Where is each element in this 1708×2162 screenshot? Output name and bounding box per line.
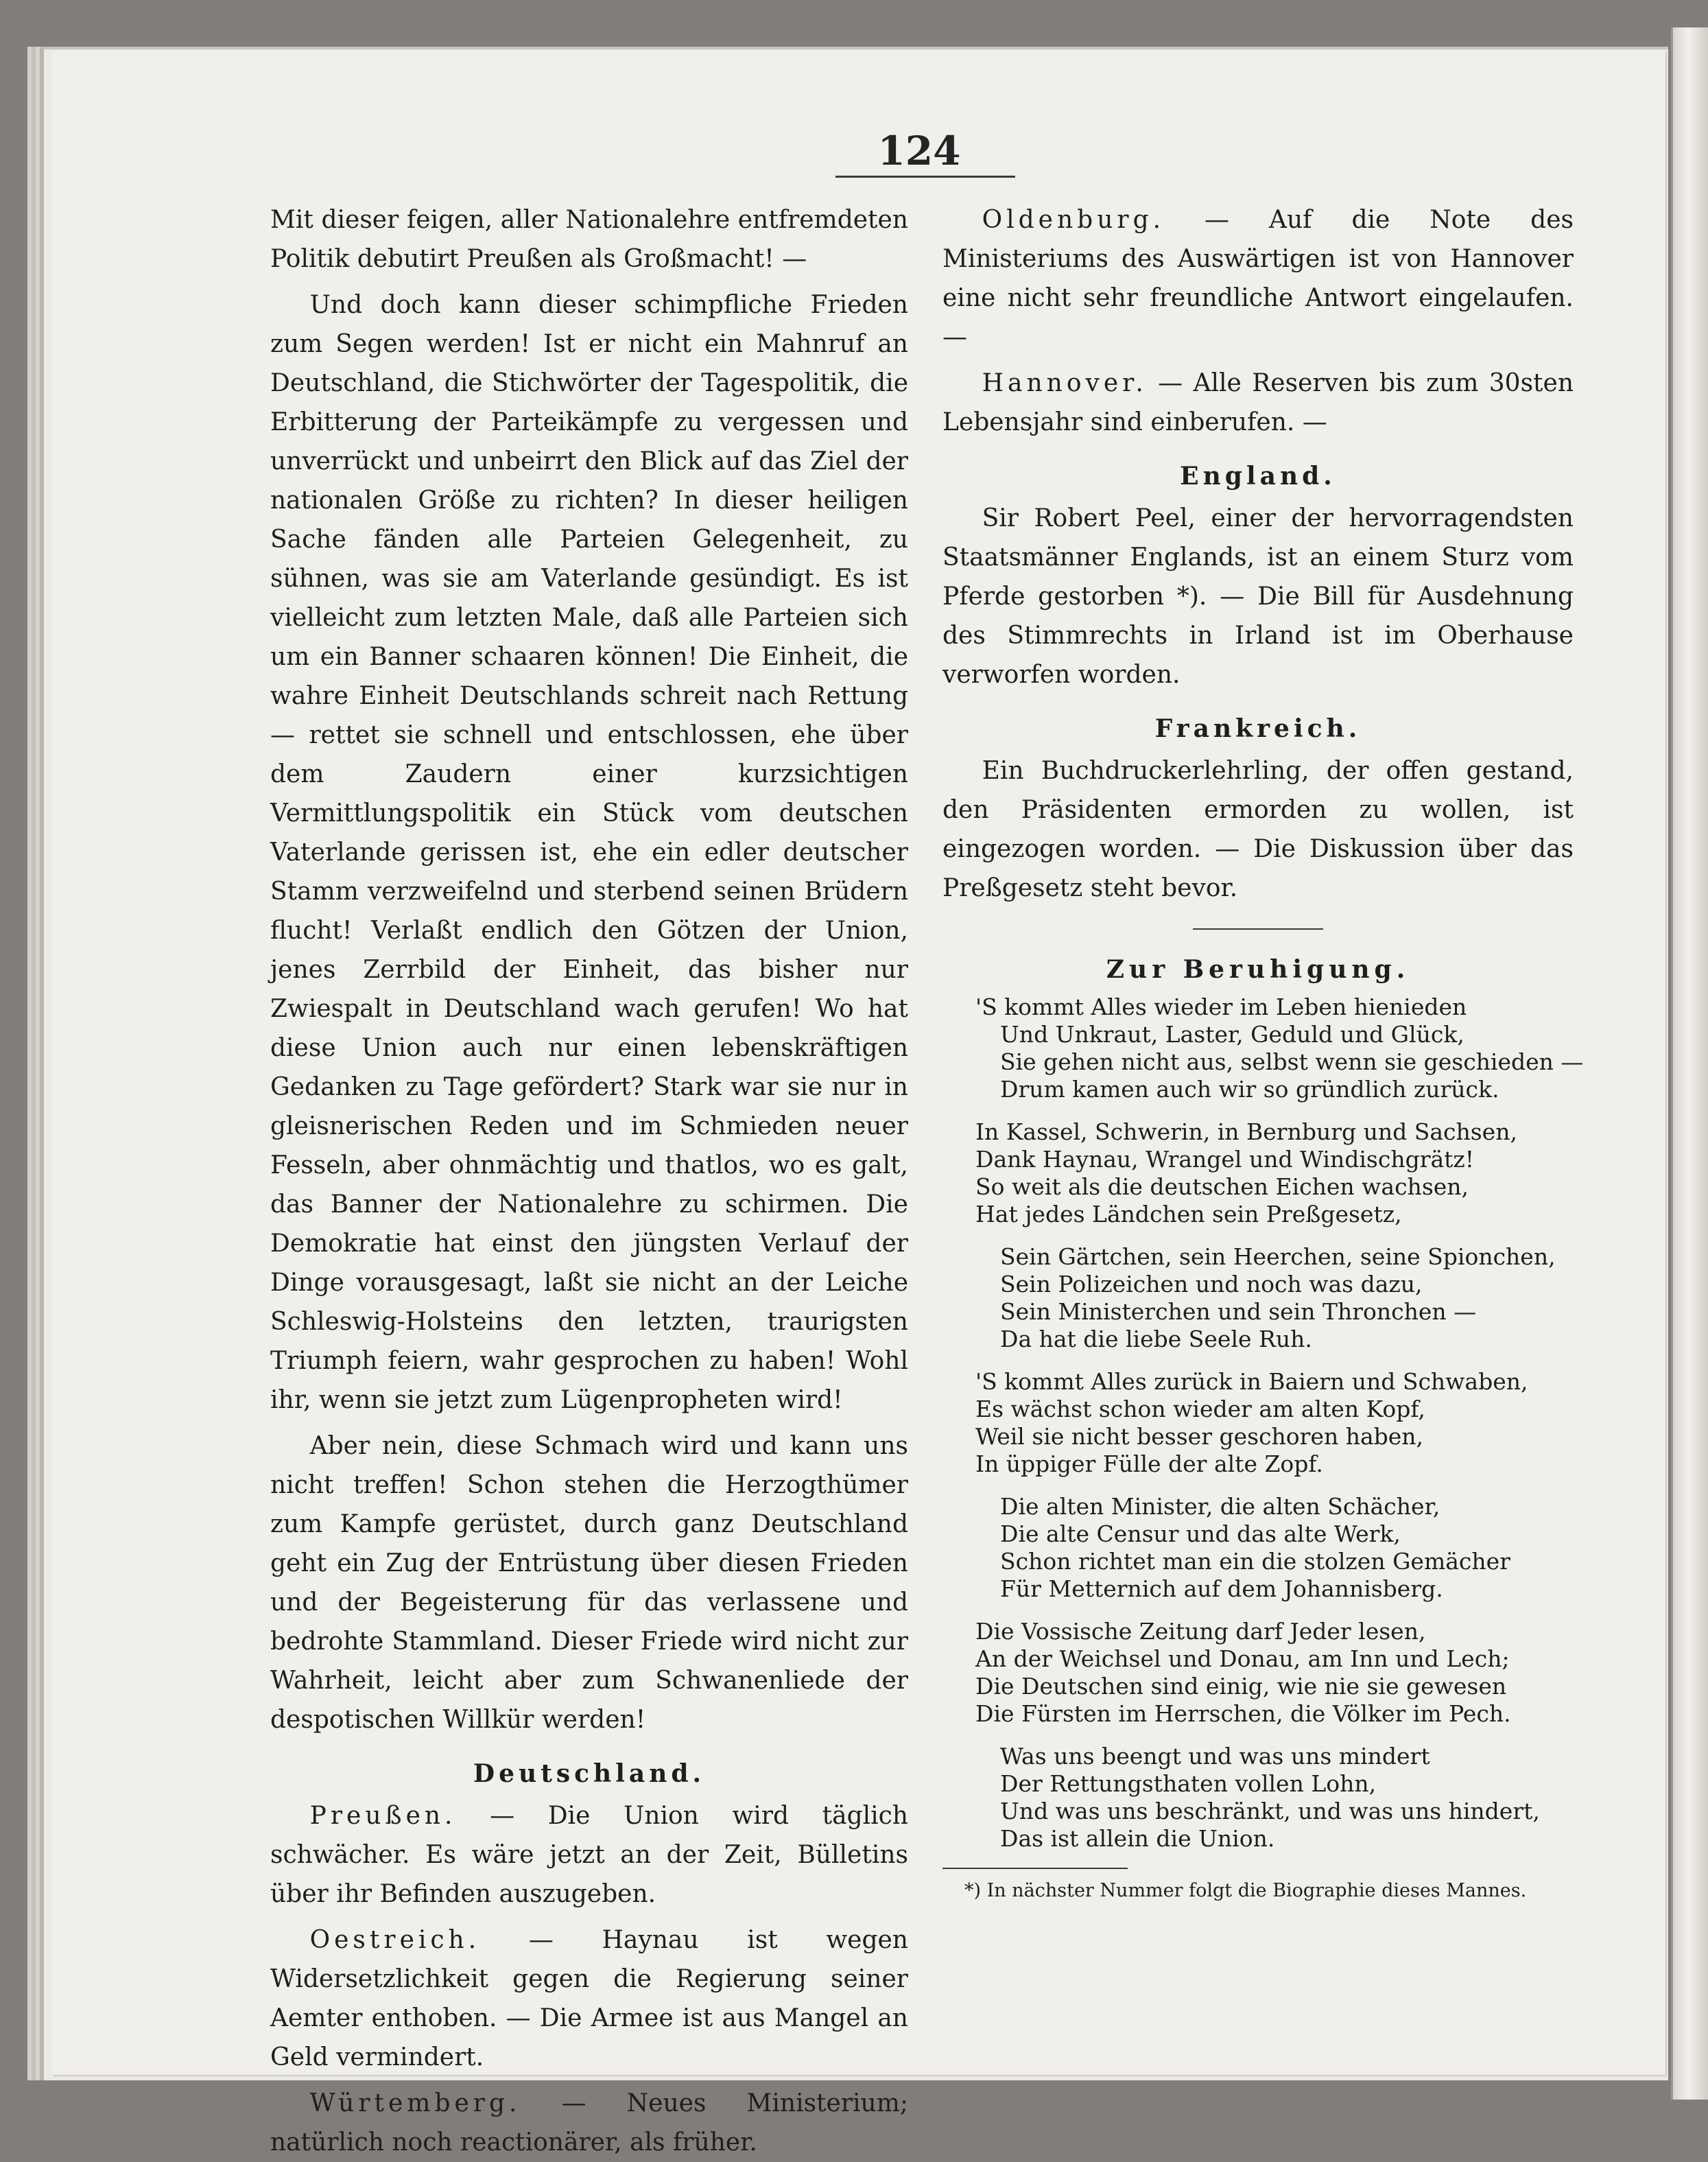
poem-line: Und was uns beschränkt, und was uns hindert, bbox=[1000, 1798, 1540, 1824]
section-heading-frankreich: Frankreich. bbox=[1154, 714, 1362, 743]
footnote-rule bbox=[942, 1868, 1128, 1869]
news-text: — Alle Reserven bis zum 30sten Lebensjahr sind einberufen. — bbox=[942, 369, 1574, 436]
poem-line: Da hat die liebe Seele Ruh. bbox=[1000, 1326, 1312, 1352]
poem-stanza bbox=[942, 994, 1584, 1103]
poem-line: Es wächst schon wieder am alten Kopf, bbox=[975, 1396, 1425, 1422]
poem-line: Sein Gärtchen, sein Heerchen, seine Spionchen, bbox=[1000, 1243, 1556, 1270]
poem-line: Das ist allein die Union. bbox=[1000, 1825, 1275, 1852]
poem-line: Sein Polizeichen und noch was dazu, bbox=[1000, 1271, 1423, 1297]
poem-line: Drum kamen auch wir so gründlich zurück. bbox=[1000, 1076, 1499, 1103]
page-number-rule bbox=[835, 176, 1015, 178]
poem-line: Die alten Minister, die alten Schächer, bbox=[1000, 1493, 1440, 1520]
news-item-hannover bbox=[942, 364, 1574, 442]
england-paragraph: Sir Robert Peel, einer der hervorragendsten Staatsmänner Englands, ist an einem Sturz vom Pferde gestorben *). — Die Bill für Ausdehnung des Stimmrechts in Irland ist im Oberhause verworfen worden. bbox=[942, 504, 1574, 689]
poem-line: 'S kommt Alles zurück in Baiern und Schwaben, bbox=[975, 1368, 1528, 1395]
poem-line: 'S kommt Alles wieder im Leben hienieden bbox=[975, 994, 1467, 1020]
article-paragraph: Aber nein, diese Schmach wird und kann uns nicht treffen! Schon stehen die Herzogthümer zum Kampfe gerüstet, durch ganz Deutschland geht ein Zug der Entrüstung über diesen Frieden und der Begeisterung für das verlassene und bedrohte Stammland. Dieser Friede wird nicht zur Wahrheit, leicht aber zum Schwanenliede der despotischen Willkür werden! bbox=[270, 1432, 908, 1734]
section-heading-england: England. bbox=[1180, 462, 1336, 491]
news-place: Oldenburg. bbox=[982, 206, 1165, 234]
poem-line: In üppiger Fülle der alte Zopf. bbox=[975, 1450, 1323, 1477]
poem-stanza bbox=[942, 1368, 1574, 1478]
poem-line: An der Weichsel und Donau, am Inn und Lech; bbox=[975, 1645, 1510, 1672]
poem-stanza bbox=[942, 1493, 1574, 1603]
news-place: Hannover. bbox=[982, 369, 1148, 397]
frankreich-paragraph: Ein Buchdruckerlehrling, der offen gestand, den Präsidenten ermorden zu wollen, ist eingezogen worden. — Die Diskussion über das Preßgesetz steht bevor. bbox=[942, 757, 1574, 902]
news-item-oldenburg bbox=[942, 200, 1574, 357]
poem-line: Und Unkraut, Laster, Geduld und Glück, bbox=[1000, 1021, 1464, 1048]
poem-line: Der Rettungsthaten vollen Lohn, bbox=[1000, 1770, 1377, 1797]
poem-line: Die Vossische Zeitung darf Jeder lesen, bbox=[975, 1618, 1426, 1645]
news-place: Oestreich. bbox=[309, 1926, 481, 1954]
poem-line: Was uns beengt und was uns mindert bbox=[1000, 1743, 1430, 1770]
poem-line: Für Metternich auf dem Johannisberg. bbox=[1000, 1575, 1443, 1602]
poem-line: So weit als die deutschen Eichen wachsen, bbox=[975, 1173, 1469, 1200]
poem-stanza bbox=[942, 1243, 1574, 1353]
poem-stanza bbox=[942, 1618, 1574, 1728]
news-text: — Die Union wird täglich schwächer. Es wäre jetzt an der Zeit, Bülletins über ihr Befinden auszugeben. bbox=[270, 1802, 908, 1908]
poem-stanza bbox=[942, 1743, 1574, 1853]
left-column bbox=[270, 200, 908, 2162]
section-heading-deutschland: Deutschland. bbox=[473, 1759, 706, 1788]
news-place: Preußen. bbox=[309, 1802, 457, 1830]
poem-line: Die Deutschen sind einig, wie nie sie gewesen bbox=[975, 1673, 1507, 1700]
news-text: — Haynau ist wegen Widersetzlichkeit gegen die Regierung seiner Aemter enthoben. — Die Armee ist aus Mangel an Geld vermindert. bbox=[270, 1926, 908, 2071]
news-text: — Auf die Note des Ministeriums des Auswärtigen ist von Hannover eine nicht sehr freundliche Antwort eingelaufen. — bbox=[942, 206, 1574, 351]
book-spine bbox=[1671, 27, 1708, 2100]
poem-line: Dank Haynau, Wrangel und Windischgrätz! bbox=[975, 1146, 1475, 1173]
page-number: 124 bbox=[877, 128, 961, 174]
article-paragraph: Mit dieser feigen, aller Nationalehre entfremdeten Politik debutirt Preußen als Großmacht! — bbox=[270, 206, 908, 273]
right-column bbox=[942, 200, 1584, 1903]
poem-line: Weil sie nicht besser geschoren haben, bbox=[975, 1423, 1424, 1450]
poem-line: Hat jedes Ländchen sein Preßgesetz, bbox=[975, 1201, 1402, 1227]
news-item-preussen bbox=[270, 1796, 908, 1914]
article-paragraph: Und doch kann dieser schimpfliche Frieden zum Segen werden! Ist er nicht ein Mahnruf an Deutschland, die Stichwörter der Tagespolitik, die Erbitterung der Parteikämpfe zu vergessen und unverrückt und unbeirrt den Blick auf das Ziel der nationalen Größe zu richten? In dieser heiligen Sache fänden alle Parteien Gelegenheit, zu sühnen, was sie am Vaterlande gesündigt. Es ist vielleicht zum letzten Male, daß alle Parteien sich um ein Banner schaaren können! Die Einheit, die wahre Einheit Deutschlands schreit nach Rettung — rettet sie schnell und entschlossen, ehe über dem Zaudern einer kurzsichtigen Vermittlungspolitik ein Stück vom deutschen Vaterlande gerissen ist, ehe ein edler deutscher Stamm verzweifelnd und sterbend seinen Brüdern flucht! Verlaßt endlich den Götzen der Union, jenes Zerrbild der Einheit, das bisher nur Zwiespalt in Deutschland wach gerufen! Wo hat diese Union auch nur einen lebenskräftigen Gedanken zu Tage gefördert? Stark war sie nur in gleisnerischen Reden und im Schmieden neuer Fesseln, aber ohnmächtig und thatlos, wo es galt, das Banner der Nationalehre zu schirmen. Die Demokratie hat einst den jüngsten Verlauf der Dinge vorausgesagt, laßt sie nicht an der Leiche Schleswig-Holsteins den letzten, traurigsten Triumph feiern, wahr gesprochen zu haben! Wohl ihr, wenn sie jetzt zum Lügenpropheten wird! bbox=[270, 291, 908, 1414]
news-place: Würtemberg. bbox=[309, 2089, 521, 2117]
news-item-oestreich bbox=[270, 1920, 908, 2077]
news-text: — Neues Ministerium; natürlich noch reactionärer, als früher. bbox=[270, 2089, 908, 2157]
footnote: *) In nächster Nummer folgt die Biographie dieses Mannes. bbox=[964, 1880, 1527, 1901]
poem-stanza bbox=[942, 1118, 1574, 1228]
poem-line: Schon richtet man ein die stolzen Gemächer bbox=[1000, 1548, 1510, 1575]
poem-line: In Kassel, Schwerin, in Bernburg und Sachsen, bbox=[975, 1118, 1517, 1145]
news-item-wuertemberg bbox=[270, 2084, 908, 2162]
poem-line: Sie gehen nicht aus, selbst wenn sie geschieden — bbox=[1000, 1048, 1584, 1075]
poem-line: Sein Ministerchen und sein Thronchen — bbox=[1000, 1298, 1477, 1325]
poem-title: Zur Beruhigung. bbox=[1106, 955, 1410, 984]
poem-line: Die alte Censur und das alte Werk, bbox=[1000, 1520, 1401, 1547]
poem-line: Die Fürsten im Herrschen, die Völker im Pech. bbox=[975, 1700, 1511, 1727]
section-separator bbox=[1193, 928, 1323, 930]
